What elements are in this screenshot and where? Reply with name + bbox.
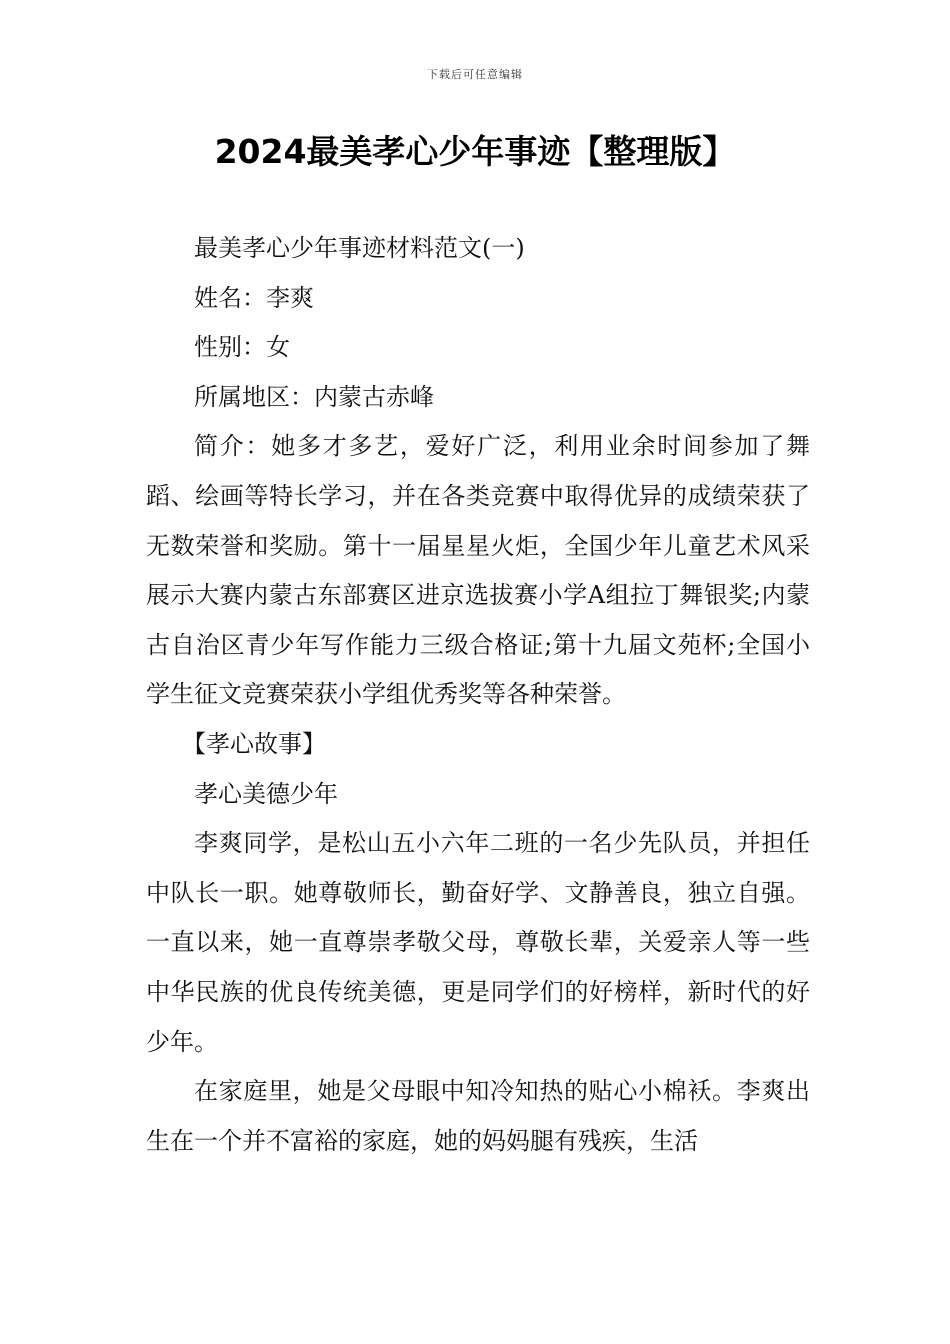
gender-line: 性别：女 — [194, 333, 290, 362]
family-paragraph: 在家庭里，她是父母眼中知冷知热的贴心小棉袄。李爽出生在一个并不富裕的家庭，她的妈妈腿有残疾，生活 — [146, 1077, 810, 1155]
document-title: 2024最美孝心少年事迹【整理版】 — [214, 132, 736, 171]
document-body — [146, 224, 810, 1166]
region-line: 所属地区：内蒙古赤峰 — [194, 382, 434, 411]
intro-paragraph: 简介：她多才多艺，爱好广泛，利用业余时间参加了舞蹈、绘画等特长学习，并在各类竞赛中取得优异的成绩荣获了无数荣誉和奖励。第十一届星星火炬，全国少年儿童艺术风采展示大赛内蒙古东部赛区进京选拔赛小学A组拉丁舞银奖;内蒙古自治区青少年写作能力三级合格证;第十九届文苑杯;全国小学生征文竞赛荣获小学组优秀奖等各种荣誉。 — [146, 432, 810, 709]
story-paragraph: 李爽同学，是松山五小六年二班的一名少先队员，并担任中队长一职。她尊敬师长，勤奋好学、文静善良，独立自强。一直以来，她一直尊崇孝敬父母，尊敬长辈，关爱亲人等一些中华民族的优良传统美德，更是同学们的好榜样，新时代的好少年。 — [146, 829, 810, 1056]
section-subtitle: 最美孝心少年事迹材料范文(一) — [194, 234, 525, 262]
story-subheading: 孝心美德少年 — [194, 779, 338, 808]
name-line: 姓名：李爽 — [194, 283, 314, 312]
story-heading: 【孝心故事】 — [182, 729, 326, 758]
header-note: 下载后可任意编辑 — [427, 68, 523, 81]
